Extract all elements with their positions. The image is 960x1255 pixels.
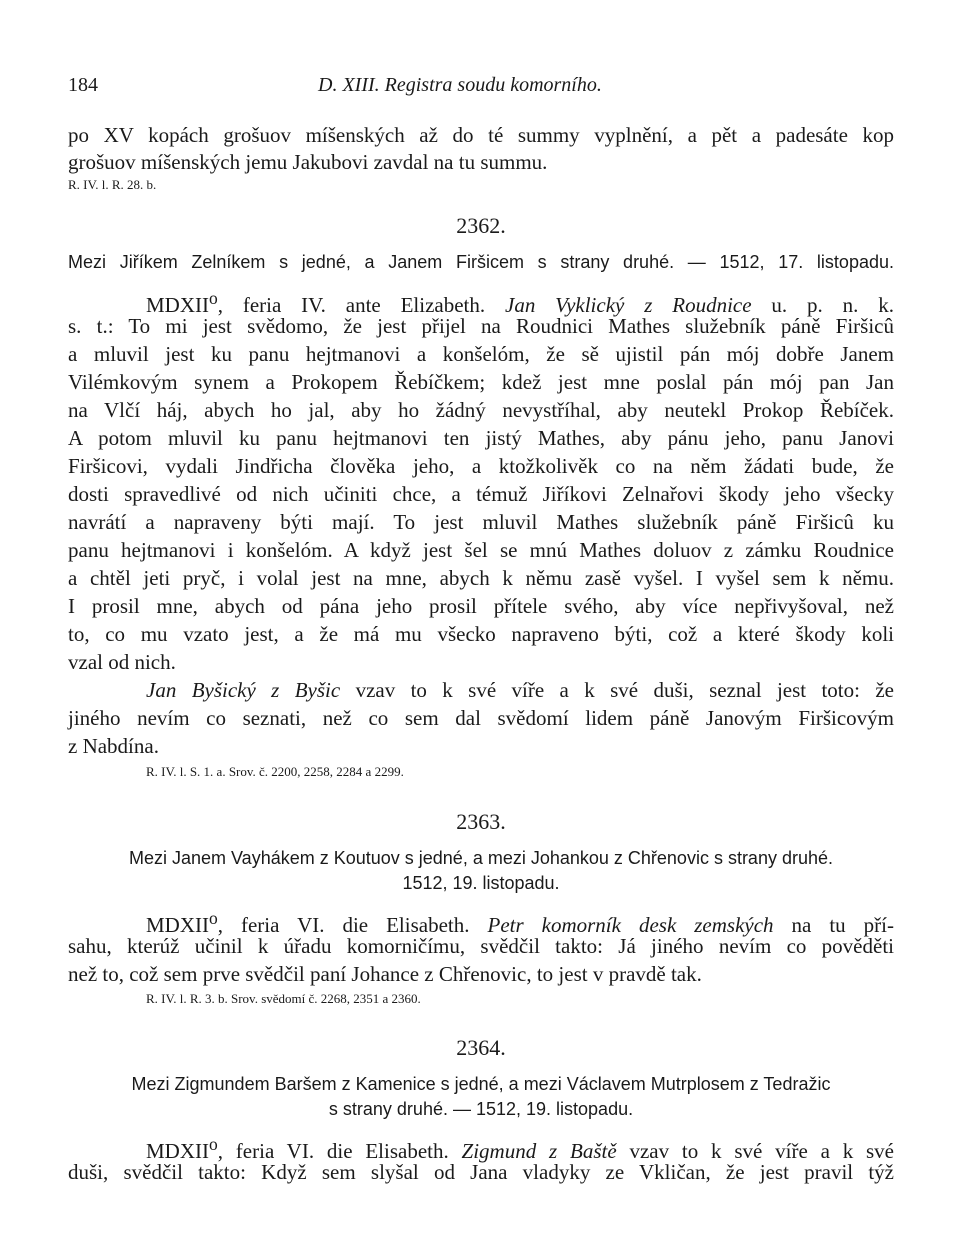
witness-name: Petr komorník desk zemských [487, 913, 774, 937]
text-segment: vzav to k své víře a k své duši, seznal jest toto: že [340, 678, 894, 702]
text-line: grošuov míšenských jemu Jakubovi zavdal na tu summu. [68, 150, 548, 174]
entry-number: 2362. [456, 213, 506, 238]
date-latin: MDXII [146, 293, 209, 317]
text-line: A potom mluvil ku panu hejtmanovi ten jistý Mathes, aby pánu jeho, panu Janovi [68, 426, 894, 450]
text-line: na Vlčí háj, abych ho jal, aby ho žádný nevystříhal, aby neutekl Prokop Řebíček. [68, 398, 894, 422]
text-line: a mluvil jest ku panu hejtmanovi a konšelóm, že sě ujistil pán mój dobře Janem [68, 342, 894, 366]
date-latin: MDXII [146, 1139, 209, 1163]
text-segment: , feria VI. die Elisabeth. [217, 913, 488, 937]
entry-summary: s strany druhé. — 1512, 19. listopadu. [328, 1099, 634, 1119]
entry-summary: Mezi Jiříkem Zelníkem s jedné, a Janem Firšicem s strany druhé. — 1512, 17. listopadu. [68, 252, 894, 272]
text-segment: , feria IV. ante Elizabeth. [217, 293, 505, 317]
text-line: jiného nevím co seznati, než co sem dal svědomí lidem páně Janovým Firšicovým [68, 706, 894, 730]
date-latin: MDXII [146, 913, 209, 937]
text-line: sahu, kterúž učinil k úřadu komorničímu, svědčil takto: Já jiného nevím co pověděti [68, 934, 894, 958]
page-number: 184 [68, 74, 98, 96]
source-reference: R. IV. l. R. 3. b. Srov. svědomí č. 2268, 2351 a 2360. [146, 991, 421, 1006]
entry-number: 2363. [456, 809, 506, 834]
text-line [68, 1131, 894, 1163]
entry-number: 2364. [456, 1035, 506, 1060]
entry-summary: Mezi Zigmundem Baršem z Kamenice s jedné, a mezi Václavem Mutrplosem z Tedražic [131, 1074, 831, 1094]
entry-summary: 1512, 19. listopadu. [402, 873, 560, 893]
text-line [68, 905, 894, 937]
superscript: o [209, 288, 218, 308]
page-header [68, 74, 894, 104]
text-line: a chtěl jeti pryč, i volal jest na mne, abych k němu zasě vyšel. I vyšel sem k němu. [68, 566, 894, 590]
text-line: vzal od nich. [68, 650, 176, 674]
text-line: Vilémkovým synem a Prokopem Řebíčkem; kdež jest mne poslal pán mój pan Jan [68, 370, 894, 394]
text-line: navrátí a napraveny býti mají. To jest mluvil Mathes služebník páně Firšicû ku [68, 510, 894, 534]
text-line: Firšicovi, vydali Jindřicha člověka jeho, a ktožkolivěk co na něm žádati bude, že [68, 454, 894, 478]
text-segment: , feria VI. die Elisabeth. [217, 1139, 462, 1163]
witness-name: Jan Byšický z Byšic [146, 678, 341, 702]
witness-name: Zigmund z Baště [461, 1139, 617, 1163]
text-line [68, 677, 894, 704]
text-line: po XV kopách grošuov míšenských až do té summy vyplnění, a pět a padesáte kop [68, 123, 894, 147]
text-line: panu hejtmanovi i konšelóm. A když jest šel se mnú Mathes doluov z zámku Roudnice [68, 538, 894, 562]
superscript: o [209, 1134, 218, 1154]
text-line: I prosil mne, abych od pána jeho prosil přítele svého, aby více nepřivyšoval, než [68, 594, 894, 618]
text-line: to, co mu vzato jest, a že má mu všecko napraveno býti, což a které škody koli [68, 622, 894, 646]
entry-summary: Mezi Janem Vayhákem z Koutuov s jedné, a mezi Johankou z Chřenovic s strany druhé. [128, 848, 833, 868]
text-line [68, 285, 895, 317]
text-line: než to, což sem prve svědčil paní Johance z Chřenovic, to jest v pravdě tak. [68, 962, 702, 986]
text-segment: na tu pří- [773, 913, 894, 937]
text-segment: vzav to k své víře a k své [616, 1139, 894, 1163]
text-line: duši, svědčil takto: Když sem slyšal od Jana vladyky ze Vkličan, že jest pravil týž [68, 1160, 894, 1184]
source-reference: R. IV. l. R. 28. b. [68, 177, 157, 192]
text-line: s. t.: To mi jest svědomo, že jest přijel na Roudnici Mathes služebník páně Firšicû [68, 314, 894, 338]
text-segment: u. p. n. k. [751, 293, 895, 317]
running-title: D. XIII. Registra soudu komorního. [318, 74, 602, 96]
source-reference: R. IV. l. S. 1. a. Srov. č. 2200, 2258, 2284 a 2299. [146, 764, 404, 779]
text-line: z Nabdína. [68, 734, 159, 758]
superscript: o [209, 908, 218, 928]
witness-name: Jan Vyklický z Roudnice [505, 293, 752, 317]
text-line: dosti spravedlivé od nich učiniti chce, a témuž Jiříkovi Zelnařovi škody jeho všecky [68, 482, 894, 506]
